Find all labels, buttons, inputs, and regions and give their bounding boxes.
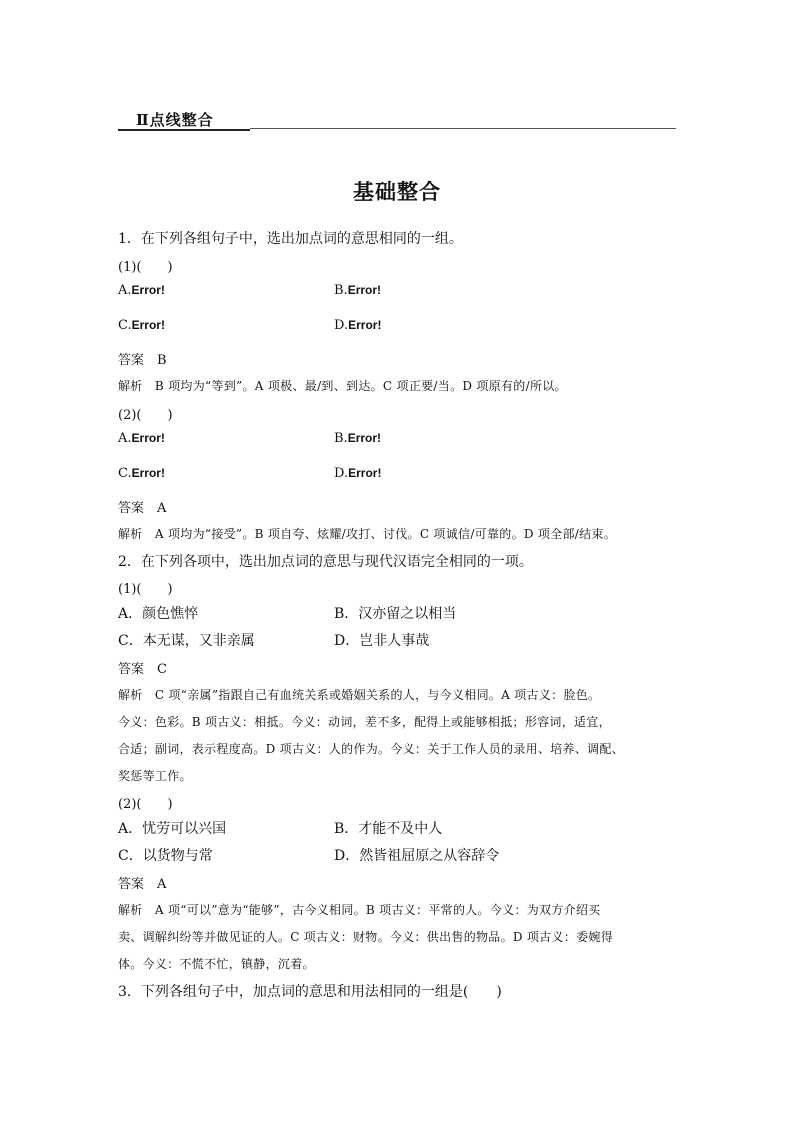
option-d: D．然皆祖屈原之从容辞令	[334, 848, 500, 864]
header-rule-thick	[118, 129, 250, 131]
option-a: A.Error!	[118, 431, 165, 446]
option-b: B.Error!	[334, 283, 382, 298]
answer-line: 答案 A	[118, 877, 167, 892]
option-a: A．颜色憔悴	[118, 606, 199, 622]
question-1-stem: 1．在下列各组句子中，选出加点词的意思相同的一组。	[118, 231, 463, 247]
option-b: B.Error!	[334, 431, 382, 446]
error-field: Error!	[347, 431, 382, 445]
option-a: A.Error!	[118, 283, 165, 298]
explanation-line: 今义：色彩。B 项古义：相抵。今义：动词，差不多，配得上或能够相抵；形容词，适宜，	[118, 715, 611, 729]
explanation-line: 解析 A 项“可以”意为“能够”，古今义相同。B 项古义：平常的人。今义：为双方介绍买	[118, 903, 601, 917]
error-field: Error!	[348, 466, 382, 480]
question-1-part-2-label: (2)( )	[118, 408, 173, 423]
explanation-line: 奖惩等工作。	[118, 769, 192, 783]
explanation-line: 解析 A 项均为“接受”。B 项自夸、炫耀/攻打、讨伐。C 项诚信/可靠的。D 项全部/结束。	[118, 527, 617, 541]
error-field: Error!	[348, 318, 382, 332]
header-rule-thin	[250, 128, 676, 129]
answer-line: 答案 C	[118, 662, 167, 677]
option-d: D.Error!	[334, 466, 382, 481]
section-header: Ⅱ点线整合	[136, 111, 214, 129]
option-a: A．忧劳可以兴国	[118, 821, 227, 837]
option-b: B．汉亦留之以相当	[334, 606, 457, 622]
error-field: Error!	[131, 466, 165, 480]
explanation-line: 解析 C 项“亲属”指跟自己有血统关系或婚姻关系的人，与今义相同。A 项古义：脸色。	[118, 688, 601, 702]
option-c: C.Error!	[118, 318, 165, 333]
option-b: B．才能不及中人	[334, 821, 443, 837]
option-d: D.Error!	[334, 318, 382, 333]
option-c: C.Error!	[118, 466, 165, 481]
error-field: Error!	[131, 318, 165, 332]
answer-line: 答案 B	[118, 353, 167, 368]
option-c: C．本无谋，又非亲属	[118, 633, 255, 649]
question-2-part-2-label: (2)( )	[118, 797, 173, 812]
explanation-line: 合适；副词，表示程度高。D 项古义：人的作为。今义：关于工作人员的录用、培养、调配、	[118, 742, 625, 756]
question-2-stem: 2．在下列各项中，选出加点词的意思与现代汉语完全相同的一项。	[118, 554, 533, 570]
explanation-line: 解析 B 项均为“等到”。A 项极、最/到、到达。C 项正要/当。D 项原有的/所以。	[118, 379, 567, 393]
option-c: C．以货物与常	[118, 848, 213, 864]
explanation-line: 卖、调解纠纷等并做见证的人。C 项古义：财物。今义：供出售的物品。D 项古义：委婉得	[118, 930, 614, 944]
error-field: Error!	[131, 431, 165, 445]
question-2-part-1-label: (1)( )	[118, 582, 173, 597]
explanation-line: 体。今义：不慌不忙，镇静，沉着。	[118, 957, 315, 971]
option-d: D．岂非人事哉	[334, 633, 430, 649]
question-3-stem: 3．下列各组句子中，加点词的意思和用法相同的一组是( )	[118, 984, 502, 1000]
section-title: 基础整合	[353, 179, 441, 204]
question-1-part-1-label: (1)( )	[118, 260, 173, 275]
answer-line: 答案 A	[118, 501, 167, 516]
error-field: Error!	[347, 283, 382, 297]
error-field: Error!	[131, 283, 165, 297]
